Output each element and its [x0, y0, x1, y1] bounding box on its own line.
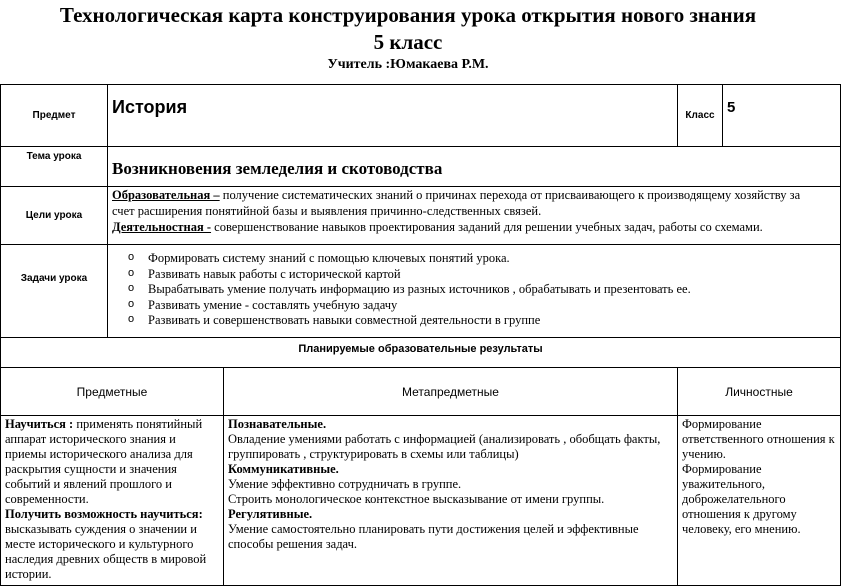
goal-act-text: совершенствование навыков проектирования заданий для решении учебных задач, работы со схемами. — [211, 220, 763, 234]
grade-label: Класс — [678, 85, 723, 147]
topic-label: Тема урока — [1, 147, 108, 187]
communicative-title: Коммуникативные. — [228, 462, 339, 476]
grade-value: 5 — [723, 85, 841, 147]
goals-label: Цели урока — [1, 187, 108, 245]
subject-value: История — [108, 85, 678, 147]
title-line-1: Технологическая карта конструирования урока открытия нового знания — [59, 3, 757, 27]
cognitive-title: Познавательные. — [228, 417, 327, 431]
teacher-name: Учитель :Юмакаева Р.М. — [327, 57, 489, 72]
personal-result-1: Формирование ответственного отношения к учению. — [682, 417, 835, 461]
learn-text: применять понятийный аппарат исторического знания и приемы исторического анализа для раскрытия сущности и значения событий и явлений прошлого и современности. — [5, 417, 203, 506]
goal-edu-text-2: счет расширения понятийной базы и выявления причинно-следственных связей. — [112, 204, 542, 218]
personal-result-2: Формирование уважительного, доброжелательного отношения к другому человеку, его мнению. — [682, 462, 801, 536]
tasks-label: Задачи урока — [1, 245, 108, 338]
subject-results-cell — [1, 416, 224, 586]
col-subject-heading: Предметные — [1, 368, 224, 416]
regulative-text: Умение самостоятельно планировать пути достижения целей и эффективные способы решения задач. — [228, 522, 639, 551]
goal-act-title: Деятельностная - — [112, 220, 212, 234]
possibility-text: высказывать суждения о значении и месте исторического и культурного наследия древних обществ в мировой истории. — [5, 522, 207, 581]
subject-label: Предмет — [1, 85, 108, 147]
list-item: o Формировать систему знаний с помощью ключевых понятий урока. — [128, 251, 836, 267]
communicative-text-1: Умение эффективно сотрудничать в группе. — [228, 477, 462, 491]
tasks-cell — [108, 245, 841, 338]
communicative-text-2: Строить монологическое контекстное высказывание от имени группы. — [228, 492, 605, 506]
col-meta-heading: Метапредметные — [224, 368, 678, 416]
list-item: o Развивать и совершенствовать навыки совместной деятельности в группе — [128, 313, 836, 329]
cognitive-text: Овладение умениями работать с информацией (анализировать , обобщать факты, группировать , структурировать в схемы или таблицы) — [228, 432, 661, 461]
meta-results-cell — [224, 416, 678, 586]
learn-title: Научиться : — [5, 417, 74, 431]
goal-edu-text-1: получение систематических знаний о причинах перехода от присваивающего к производящему хозяйству за — [219, 188, 801, 202]
doc-title — [0, 2, 816, 56]
list-item: o Развивать навык работы с исторической картой — [128, 267, 836, 283]
goals-cell — [108, 187, 841, 245]
list-item: o Развивать умение - составлять учебную задачу — [128, 298, 836, 314]
lesson-card-table — [0, 84, 841, 586]
topic-value: Возникновения земледелия и скотоводства — [108, 147, 841, 187]
title-line-2: 5 класс — [373, 30, 443, 54]
possibility-title: Получить возможность научиться: — [5, 507, 203, 521]
planned-results-heading: Планируемые образовательные результаты — [1, 338, 841, 368]
col-personal-heading: Личностные — [678, 368, 841, 416]
goal-edu-title: Образовательная – — [112, 188, 220, 202]
personal-results-cell — [678, 416, 841, 586]
regulative-title: Регулятивные. — [228, 507, 313, 521]
tasks-list — [112, 245, 836, 329]
list-item: o Вырабатывать умение получать информацию из разных источников , обрабатывать и презентовать ее. — [128, 282, 836, 298]
